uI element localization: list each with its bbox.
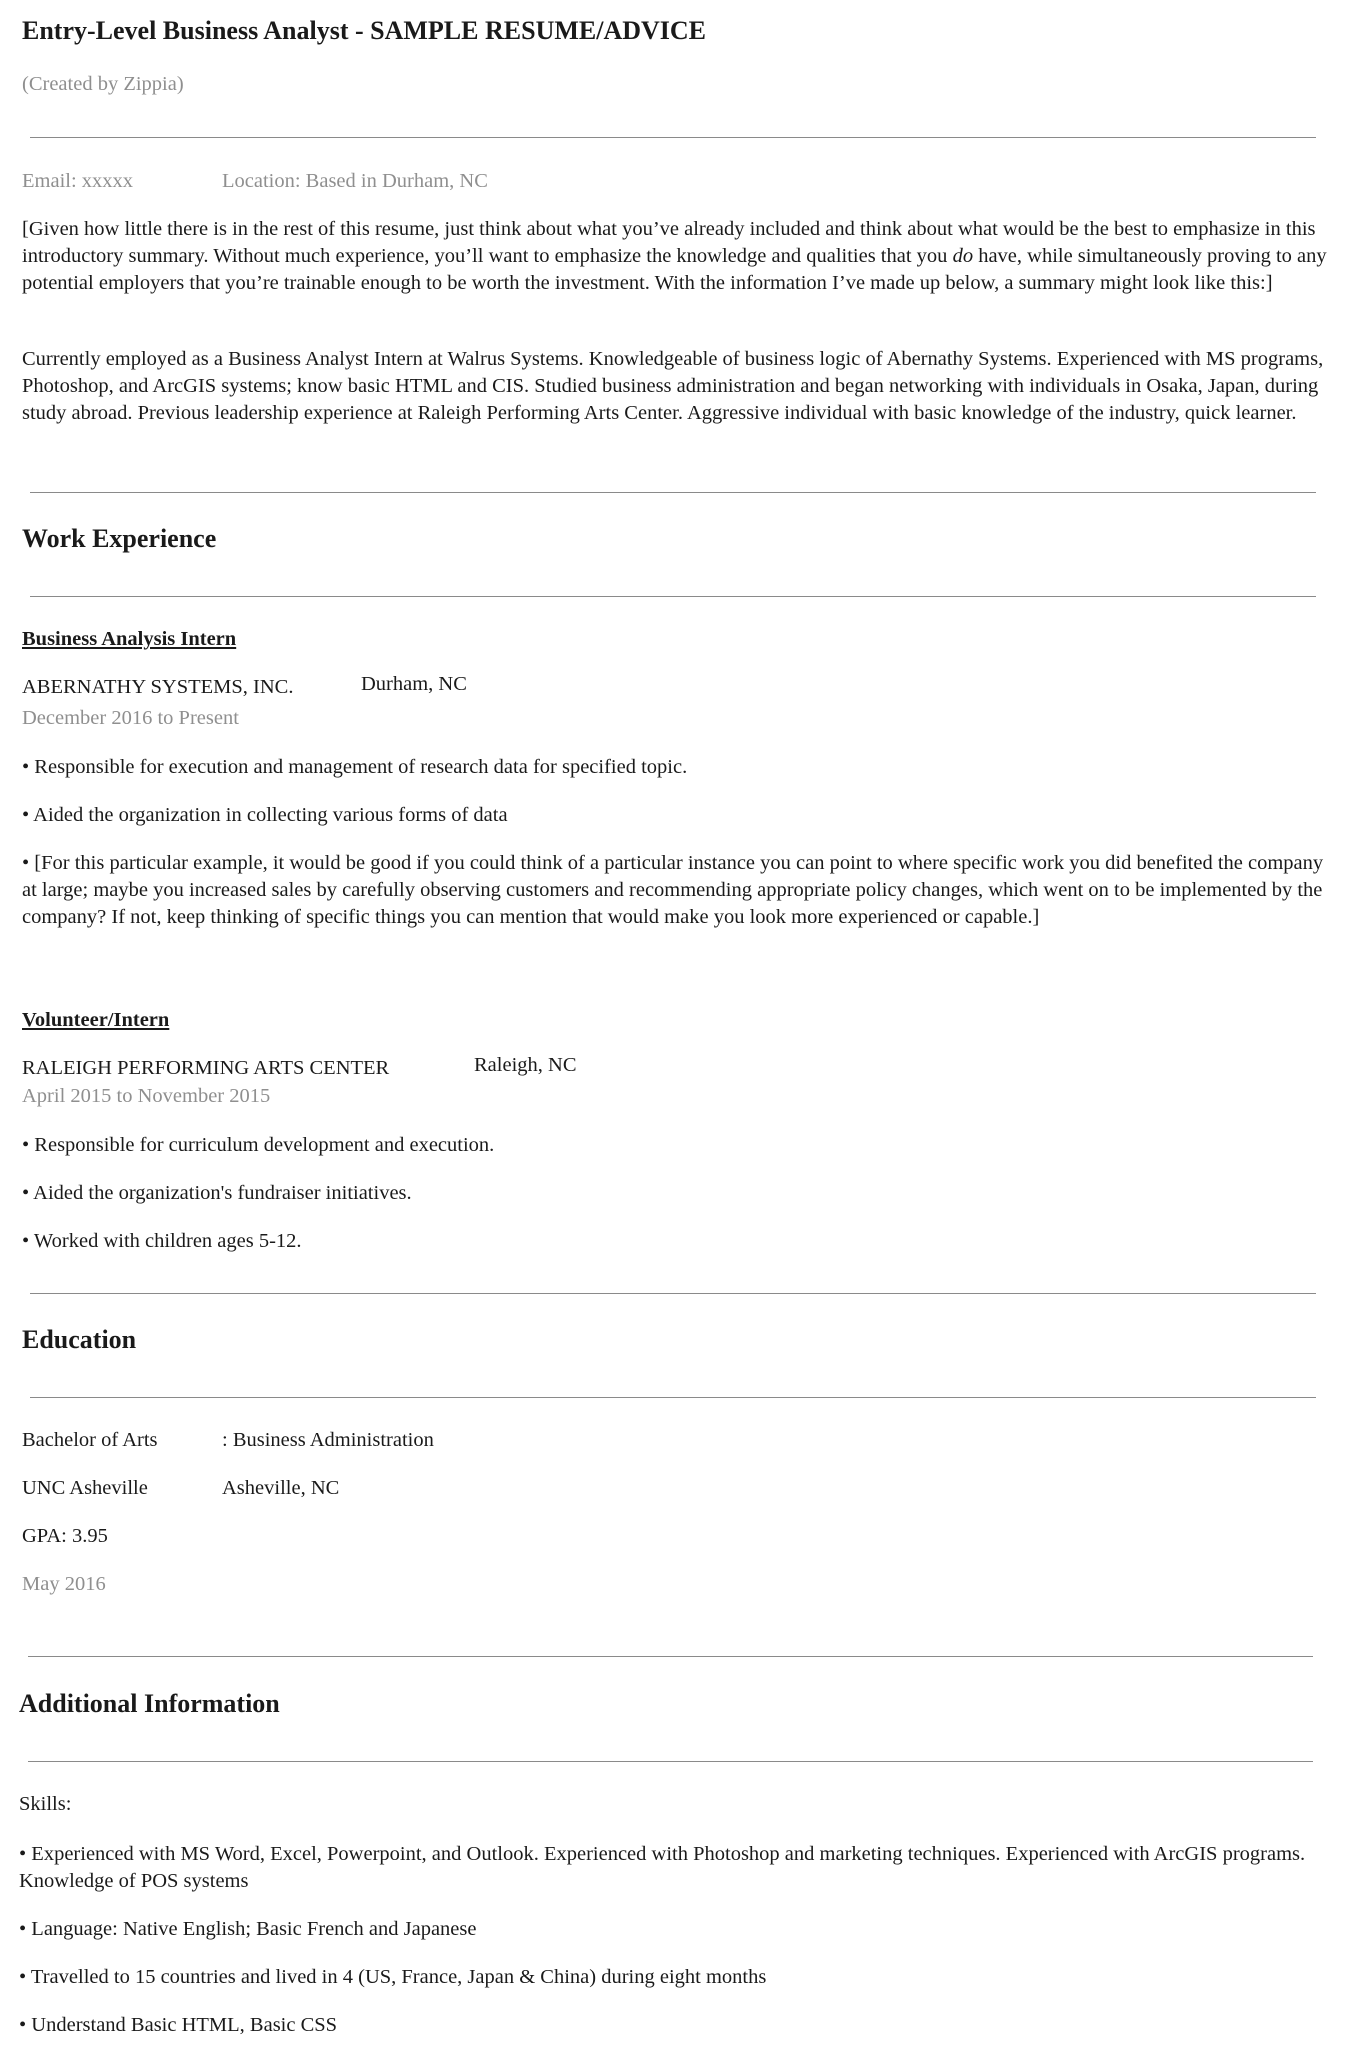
summary-advice bbox=[22, 216, 1332, 297]
job-bullet: • Worked with children ages 5-12. bbox=[22, 1230, 302, 1252]
skill-bullet: • Understand Basic HTML, Basic CSS bbox=[19, 2014, 338, 2036]
additional-info-heading: Additional Information bbox=[19, 1689, 280, 1718]
job-company: ABERNATHY SYSTEMS, INC. bbox=[22, 676, 294, 698]
job-bullet: • Aided the organization's fundraiser initiatives. bbox=[22, 1182, 412, 1204]
job-location: Raleigh, NC bbox=[474, 1054, 577, 1076]
skill-bullet: • Experienced with MS Word, Excel, Powerpoint, and Outlook. Experienced with Photoshop and marketing techniques. Experienced with ArcGIS programs. Knowledge of POS systems bbox=[19, 1843, 1306, 1892]
job-company: RALEIGH PERFORMING ARTS CENTER bbox=[22, 1057, 390, 1079]
page-title: Entry-Level Business Analyst - SAMPLE RESUME/ADVICE bbox=[22, 16, 707, 45]
job-title: Business Analysis Intern bbox=[22, 628, 237, 650]
job-title: Volunteer/Intern bbox=[22, 1009, 170, 1031]
education-degree: Bachelor of Arts bbox=[22, 1429, 158, 1451]
summary-advice-emphasis: do bbox=[952, 245, 974, 267]
contact-email: Email: xxxxx bbox=[22, 170, 134, 192]
divider bbox=[30, 1293, 1316, 1294]
skills-label: Skills: bbox=[19, 1793, 72, 1815]
contact-location: Location: Based in Durham, NC bbox=[222, 170, 488, 192]
education-gpa: GPA: 3.95 bbox=[22, 1525, 108, 1547]
divider bbox=[30, 492, 1316, 493]
job-bullet: • Responsible for execution and management of research data for specified topic. bbox=[22, 756, 688, 778]
divider bbox=[30, 596, 1316, 597]
divider bbox=[28, 1761, 1313, 1762]
divider bbox=[30, 137, 1316, 138]
job-bullet: • Aided the organization in collecting various forms of data bbox=[22, 804, 508, 826]
summary-text: Currently employed as a Business Analyst Intern at Walrus Systems. Knowledgeable of business logic of Abernathy Systems. Experienced with MS programs, Photoshop, and ArcGIS systems; know basic HTML and CIS. Studied business administration and began networking with individuals in Osaka, Japan, during study abroad. Previous leadership experience at Raleigh Performing Arts Center. Aggressive individual with basic knowledge of the industry, quick learner. bbox=[22, 348, 1324, 424]
job-location: Durham, NC bbox=[361, 673, 467, 695]
created-by-note: (Created by Zippia) bbox=[22, 73, 184, 95]
education-date: May 2016 bbox=[22, 1573, 106, 1595]
divider bbox=[28, 1656, 1313, 1657]
divider bbox=[30, 1397, 1316, 1398]
education-school: UNC Asheville bbox=[22, 1477, 148, 1499]
summary-advice-after: have, while simultaneously proving to any potential employers that you’re trainable enough to be worth the investment. With the information I’ve made up below, a summary might look like this:] bbox=[22, 245, 1327, 294]
job-dates: December 2016 to Present bbox=[22, 707, 239, 729]
skill-bullet: • Language: Native English; Basic French and Japanese bbox=[19, 1918, 477, 1940]
job-bullet: • [For this particular example, it would be good if you could think of a particular instance you can point to where specific work you did benefited the company at large; maybe you increased sales by carefully observing customers and recommending appropriate policy changes, which went on to be implemented by the company? If not, keep thinking of specific things you can mention that would make you look more experienced or capable.] bbox=[22, 852, 1324, 928]
work-experience-heading: Work Experience bbox=[22, 524, 217, 553]
education-heading: Education bbox=[22, 1325, 137, 1354]
education-school-location: Asheville, NC bbox=[222, 1477, 340, 1499]
job-dates: April 2015 to November 2015 bbox=[22, 1085, 271, 1107]
summary-advice-before: [Given how little there is in the rest of this resume, just think about what you’ve already included and think about what would be the best to emphasize in this introductory summary. Without much experience, you’ll want to emphasize the knowledge and qualities that you bbox=[22, 218, 1316, 267]
job-bullet: • Responsible for curriculum development and execution. bbox=[22, 1134, 495, 1156]
skill-bullet: • Travelled to 15 countries and lived in 4 (US, France, Japan & China) during eight months bbox=[19, 1966, 767, 1988]
education-major: : Business Administration bbox=[222, 1429, 434, 1451]
